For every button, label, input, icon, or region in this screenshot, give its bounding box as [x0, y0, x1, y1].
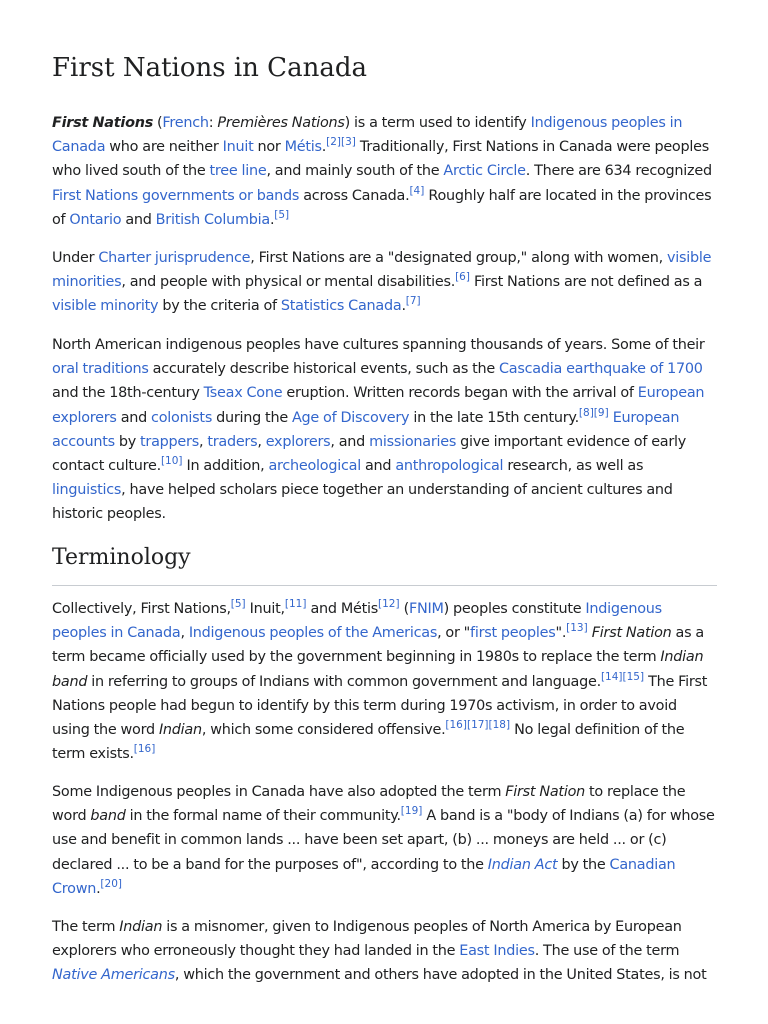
- link-tree-line[interactable]: tree line: [209, 163, 267, 180]
- link-oral-traditions[interactable]: oral traditions: [52, 361, 149, 378]
- citation-8[interactable]: [8]: [578, 406, 594, 419]
- link-archeological[interactable]: archeological: [268, 458, 361, 475]
- link-trappers[interactable]: trappers: [140, 433, 199, 450]
- link-indian-act[interactable]: Indian Act: [487, 856, 558, 873]
- link-metis[interactable]: Métis: [284, 139, 322, 156]
- section-heading-terminology: Terminology: [52, 545, 191, 570]
- paragraph-charter: Under Charter jurisprudence, First Nations are a "designated group," along with women, visible minorities, and people with physical or mental disabilities.[6] First Nations are not defined as a visible minority by the criteria of Statistics Canada.[7]: [52, 250, 712, 315]
- link-statistics-canada[interactable]: Statistics Canada: [280, 298, 402, 315]
- link-arctic-circle[interactable]: Arctic Circle: [443, 163, 526, 180]
- paragraph-intro: First Nations (French: Premières Nations) is a term used to identify Indigenous peoples in Canada who are neither Inuit nor Métis.[2][3] Traditionally, First Nations in Canada were peoples who lived south of the tree line, and mainly south of the Arctic Circle. There are 634 recognized First Nations governments or bands across Canada.[4] Roughly half are located in the provinces of Ontario and British Columbia.[5]: [52, 115, 712, 228]
- link-european-accounts[interactable]: European accounts: [52, 409, 680, 450]
- citation-7[interactable]: [7]: [405, 295, 421, 308]
- link-native-americans[interactable]: Native Americans: [52, 967, 175, 984]
- citation-10[interactable]: [10]: [160, 455, 183, 468]
- link-tseax-cone[interactable]: Tseax Cone: [203, 385, 283, 402]
- section-divider: [52, 585, 717, 586]
- link-age-of-discovery[interactable]: Age of Discovery: [291, 409, 410, 426]
- citation-2[interactable]: [2]: [326, 136, 341, 149]
- link-first-peoples[interactable]: first peoples: [470, 625, 556, 642]
- link-british-columbia[interactable]: British Columbia: [155, 211, 270, 228]
- citation-18[interactable]: [18]: [488, 719, 511, 732]
- citation-6[interactable]: [6]: [455, 271, 470, 284]
- citation-9[interactable]: [9]: [593, 406, 609, 419]
- link-colonists[interactable]: colonists: [151, 409, 213, 426]
- citation-19[interactable]: [19]: [400, 805, 423, 818]
- link-east-indies[interactable]: East Indies: [459, 943, 535, 960]
- citation-14[interactable]: [14]: [600, 670, 623, 683]
- citation-13[interactable]: [13]: [566, 622, 588, 635]
- link-inuit[interactable]: Inuit: [222, 139, 254, 156]
- link-linguistics[interactable]: linguistics: [52, 482, 122, 499]
- link-cascadia-earthquake[interactable]: Cascadia earthquake of 1700: [499, 361, 703, 378]
- link-ontario[interactable]: Ontario: [69, 211, 122, 228]
- citation-15[interactable]: [15]: [622, 670, 645, 683]
- citation-4[interactable]: [4]: [409, 184, 425, 197]
- citation-11[interactable]: [11]: [284, 598, 307, 610]
- link-indigenous-peoples-in-canada[interactable]: Indigenous peoples in Canada: [52, 601, 662, 642]
- link-canadian-crown[interactable]: Canadian Crown: [52, 856, 676, 897]
- link-anthropological[interactable]: anthropological: [395, 458, 504, 475]
- citation-5[interactable]: [5]: [274, 208, 290, 221]
- link-visible-minorities[interactable]: visible minorities: [52, 250, 712, 291]
- paragraph-terminology: Collectively, First Nations,[5] Inuit,[11] and Métis[12] (FNIM) peoples constitute Indigenous peoples in Canada, Indigenous peoples of the Americas, or "first peoples".[13] First Nation as a term became officially used by the government beginning in 1980s to replace the term Indian band in referring to groups of Indians with common government and language.[14][15] The First Nations people had begun to identify by this term during 1970s activism, in order to avoid using the word Indian, which some considered offensive.[16][17][18] No legal definition of the term exists.[16]: [52, 598, 708, 763]
- link-explorers[interactable]: explorers: [265, 433, 331, 450]
- link-indigenous-peoples-in-canada[interactable]: Indigenous peoples in Canada: [52, 115, 683, 156]
- citation-5[interactable]: [5]: [230, 598, 246, 610]
- link-first-nations-governments[interactable]: First Nations governments or bands: [52, 187, 300, 204]
- link-indigenous-peoples-of-the-americas[interactable]: Indigenous peoples of the Americas: [188, 625, 438, 642]
- citation-3[interactable]: [3]: [341, 136, 356, 149]
- link-french[interactable]: French: [162, 115, 209, 131]
- citation-16[interactable]: [16]: [133, 743, 156, 756]
- citation-16[interactable]: [16]: [445, 719, 467, 732]
- citation-17[interactable]: [17]: [466, 719, 489, 732]
- paragraph-misnomer: The term Indian is a misnomer, given to Indigenous peoples of North America by European explorers who erroneously thought they had landed in the East Indies. The use of the term Native Americans, which the government and others have adopted in the United States, is not: [52, 919, 707, 984]
- link-missionaries[interactable]: missionaries: [369, 433, 457, 450]
- link-traders[interactable]: traders: [207, 433, 258, 450]
- link-visible-minority[interactable]: visible minority: [52, 298, 159, 315]
- link-european-explorers[interactable]: European explorers: [52, 385, 705, 426]
- paragraph-band: Some Indigenous peoples in Canada have also adopted the term First Nation to replace the word band in the formal name of their community.[19] A band is a "body of Indians (a) for whose use and benefit in common lands ... have been set apart, (b) ... moneys are held ... or (c) declared ... to be a band for the purposes of", according to the Indian Act by the Canadian Crown.[20]: [52, 784, 715, 897]
- citation-20[interactable]: [20]: [100, 877, 122, 890]
- link-fnim[interactable]: FNIM: [408, 601, 444, 617]
- link-charter-jurisprudence[interactable]: Charter jurisprudence: [98, 250, 251, 266]
- paragraph-history: North American indigenous peoples have cultures spanning thousands of years. Some of their oral traditions accurately describe historical events, such as the Cascadia earthquake of 1700 and the 18th-century Tseax Cone eruption. Written records began with the arrival of European explorers and colonists during the Age of Discovery in the late 15th century.[8][9] European accounts by trappers, traders, explorers, and missionaries give important evidence of early contact culture.[10] In addition, archeological and anthropological research, as well as linguistics, have helped scholars piece together an understanding of ancient cultures and historic peoples.: [52, 337, 705, 523]
- citation-12[interactable]: [12]: [377, 598, 400, 610]
- page-title: First Nations in Canada: [52, 53, 367, 83]
